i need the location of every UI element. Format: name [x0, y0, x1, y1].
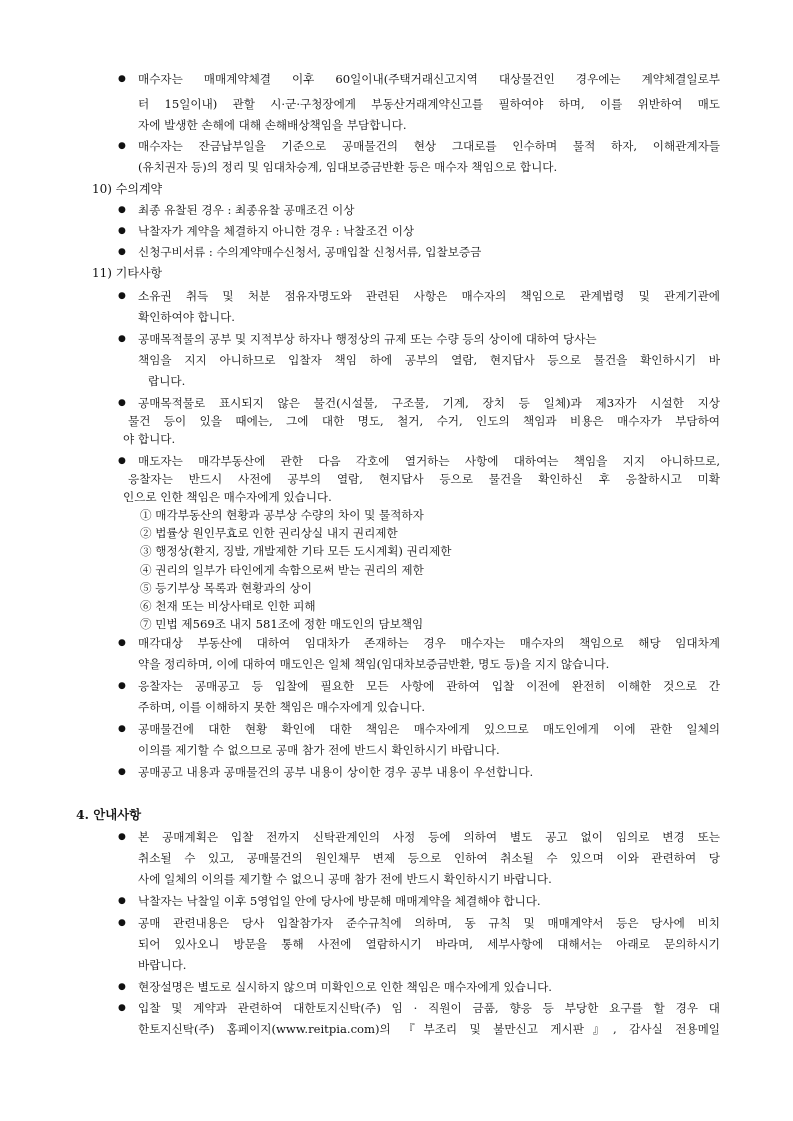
bullet-icon: ●: [118, 205, 126, 215]
paragraph-line: 랍니다.: [148, 374, 186, 388]
section-heading-4: 4. 안내사항: [76, 807, 142, 822]
list-item: 최종 유찰된 경우 : 최종유찰 공매조건 이상: [138, 203, 355, 217]
bullet-icon: ●: [118, 724, 126, 734]
paragraph-line: 입찰 및 계약과 관련하여 대한토지신탁(주) 임 · 직원이 금품, 향응 등 부당한 요구를 할 경우 대: [138, 1001, 720, 1015]
paragraph-line: 되어 있사오니 방문을 통해 사전에 열람하시기 바라며, 세부사항에 대해서는 아래로 문의하시기: [138, 937, 720, 951]
numbered-item: ④ 권리의 일부가 타인에게 속함으로써 받는 권리의 제한: [140, 563, 424, 577]
bullet-icon: ●: [118, 141, 126, 151]
paragraph-line: 주하며, 이를 이해하지 못한 책임은 매수자에게 있습니다.: [138, 700, 426, 714]
paragraph-line: 매수자는 매매계약체결 이후 60일이내(주택거래신고지역 대상물건인 경우에는 계약체결일로부: [138, 72, 720, 86]
numbered-item: ③ 행정상(환지, 징발, 개발제한 기타 모든 도시계획) 권리제한: [140, 544, 452, 558]
paragraph-line: 공매목적물로 표시되지 않은 물건(시설물, 구조물, 기계, 장치 등 일체)과 제3자가 시설한 지상: [138, 396, 720, 410]
bullet-icon: ●: [118, 918, 126, 928]
bullet-icon: ●: [118, 896, 126, 906]
list-item: 신청구비서류 : 수의계약매수신청서, 공매입찰 신청서류, 입찰보증금: [138, 245, 482, 259]
numbered-item: ⑤ 등기부상 목록과 현황과의 상이: [140, 581, 312, 595]
paragraph-line: 인으로 인한 책임은 매수자에게 있습니다.: [123, 490, 332, 504]
bullet-icon: ●: [118, 74, 126, 84]
numbered-item: ② 법률상 원인무효로 인한 권리상실 내지 권리제한: [140, 526, 398, 540]
bullet-icon: ●: [118, 767, 126, 777]
paragraph-line: 공매공고 내용과 공매물건의 공부 내용이 상이한 경우 공부 내용이 우선합니다.: [138, 765, 534, 779]
paragraph-line: 이의를 제기할 수 없으므로 공매 참가 전에 반드시 확인하시기 바랍니다.: [138, 743, 500, 757]
paragraph-line: 야 합니다.: [123, 432, 176, 446]
section-heading-11: 11) 기타사항: [92, 266, 163, 280]
paragraph-line: 터 15일이내) 관할 시·군·구청장에게 부동산거래계약신고를 필하여야 하며, 이를 위반하여 매도: [138, 97, 720, 111]
paragraph-line: 매각대상 부동산에 대하여 임대차가 존재하는 경우 매수자는 매수자의 책임으로 해당 임대차계: [138, 636, 720, 650]
numbered-item: ① 매각부동산의 현황과 공부상 수량의 차이 및 물적하자: [140, 508, 424, 522]
paragraph-line: 확인하여야 합니다.: [138, 310, 235, 324]
paragraph-line: 매도자는 매각부동산에 관한 다음 각호에 열거하는 사항에 대하여는 책임을 지지 아니하므로,: [138, 454, 720, 468]
bullet-icon: ●: [118, 681, 126, 691]
bullet-icon: ●: [118, 226, 126, 236]
bullet-icon: ●: [118, 334, 126, 344]
paragraph-line: 약을 정리하며, 이에 대하여 매도인은 일체 책임(임대차보증금반환, 명도 등)을 지지 않습니다.: [138, 657, 610, 671]
paragraph-line: 공매물건에 대한 현황 확인에 대한 책임은 매수자에게 있으므로 매도인에게 이에 관한 일체의: [138, 722, 720, 736]
paragraph-line: (유치권자 등)의 정리 및 임대차승계, 임대보증금반환 등은 매수자 책임으로 합니다.: [138, 160, 558, 174]
paragraph-line: 바랍니다.: [138, 958, 187, 972]
paragraph-line: 물건 등이 있을 때에는, 그에 대한 명도, 철거, 수거, 인도의 책임과 비용은 매수자가 부담하여: [128, 414, 720, 428]
bullet-icon: ●: [118, 1003, 126, 1013]
paragraph-line: 한토지신탁(주) 홈페이지(www.reitpia.com)의 『부조리 및 불만신고 게시판』, 감사실 전용메일: [138, 1022, 720, 1036]
numbered-item: ⑥ 천재 또는 비상사태로 인한 피해: [140, 599, 316, 613]
paragraph-line: 사에 일체의 이의를 제기할 수 없으니 공매 참가 전에 반드시 확인하시기 바랍니다.: [138, 872, 552, 886]
bullet-icon: ●: [118, 638, 126, 648]
numbered-item: ⑦ 민법 제569조 내지 581조에 정한 매도인의 담보책임: [140, 617, 424, 631]
paragraph-line: 낙찰자는 낙찰일 이후 5영업일 안에 당사에 방문해 매매계약을 체결해야 합니다.: [138, 894, 541, 908]
paragraph-line: 응찰자는 반드시 사전에 공부의 열람, 현지답사 등으로 물건을 확인하신 후 응찰하시고 미확: [128, 472, 720, 486]
list-item: 낙찰자가 계약을 체결하지 아니한 경우 : 낙찰조건 이상: [138, 224, 415, 238]
paragraph-line: 소유권 취득 및 처분 점유자명도와 관련된 사항은 매수자의 책임으로 관계법령 및 관계기관에: [138, 289, 720, 303]
bullet-icon: ●: [118, 398, 126, 408]
paragraph-line: 공매 관련내용은 당사 입찰참가자 준수규칙에 의하며, 동 규칙 및 매매계약서 등은 당사에 비치: [138, 916, 720, 930]
paragraph-line: 공매목적물의 공부 및 지적부상 하자나 행정상의 규제 또는 수량 등의 상이에 대하여 당사는: [138, 332, 597, 346]
paragraph-line: 자에 발생한 손해에 대해 손해배상책임을 부담합니다.: [138, 118, 407, 132]
bullet-icon: ●: [118, 832, 126, 842]
section-heading-10: 10) 수의계약: [92, 182, 163, 196]
bullet-icon: ●: [118, 247, 126, 257]
paragraph-line: 책임을 지지 아니하므로 입찰자 책임 하에 공부의 열람, 현지답사 등으로 물건을 확인하시기 바: [138, 353, 720, 367]
bullet-icon: ●: [118, 982, 126, 992]
paragraph-line: 현장설명은 별도로 실시하지 않으며 미확인으로 인한 책임은 매수자에게 있습니다.: [138, 980, 552, 994]
paragraph-line: 취소될 수 있고, 공매물건의 원인채무 변제 등으로 인하여 취소될 수 있으며 이와 관련하여 당: [138, 851, 720, 865]
paragraph-line: 매수자는 잔금납부일을 기준으로 공매물건의 현상 그대로를 인수하며 물적 하자, 이해관계자들: [138, 139, 720, 153]
paragraph-line: 본 공매계획은 입찰 전까지 신탁관계인의 사정 등에 의하여 별도 공고 없이 임의로 변경 또는: [138, 830, 720, 844]
paragraph-line: 응찰자는 공매공고 등 입찰에 필요한 모든 사항에 관하여 입찰 이전에 완전히 이해한 것으로 간: [138, 679, 720, 693]
bullet-icon: ●: [118, 291, 126, 301]
bullet-icon: ●: [118, 456, 126, 466]
